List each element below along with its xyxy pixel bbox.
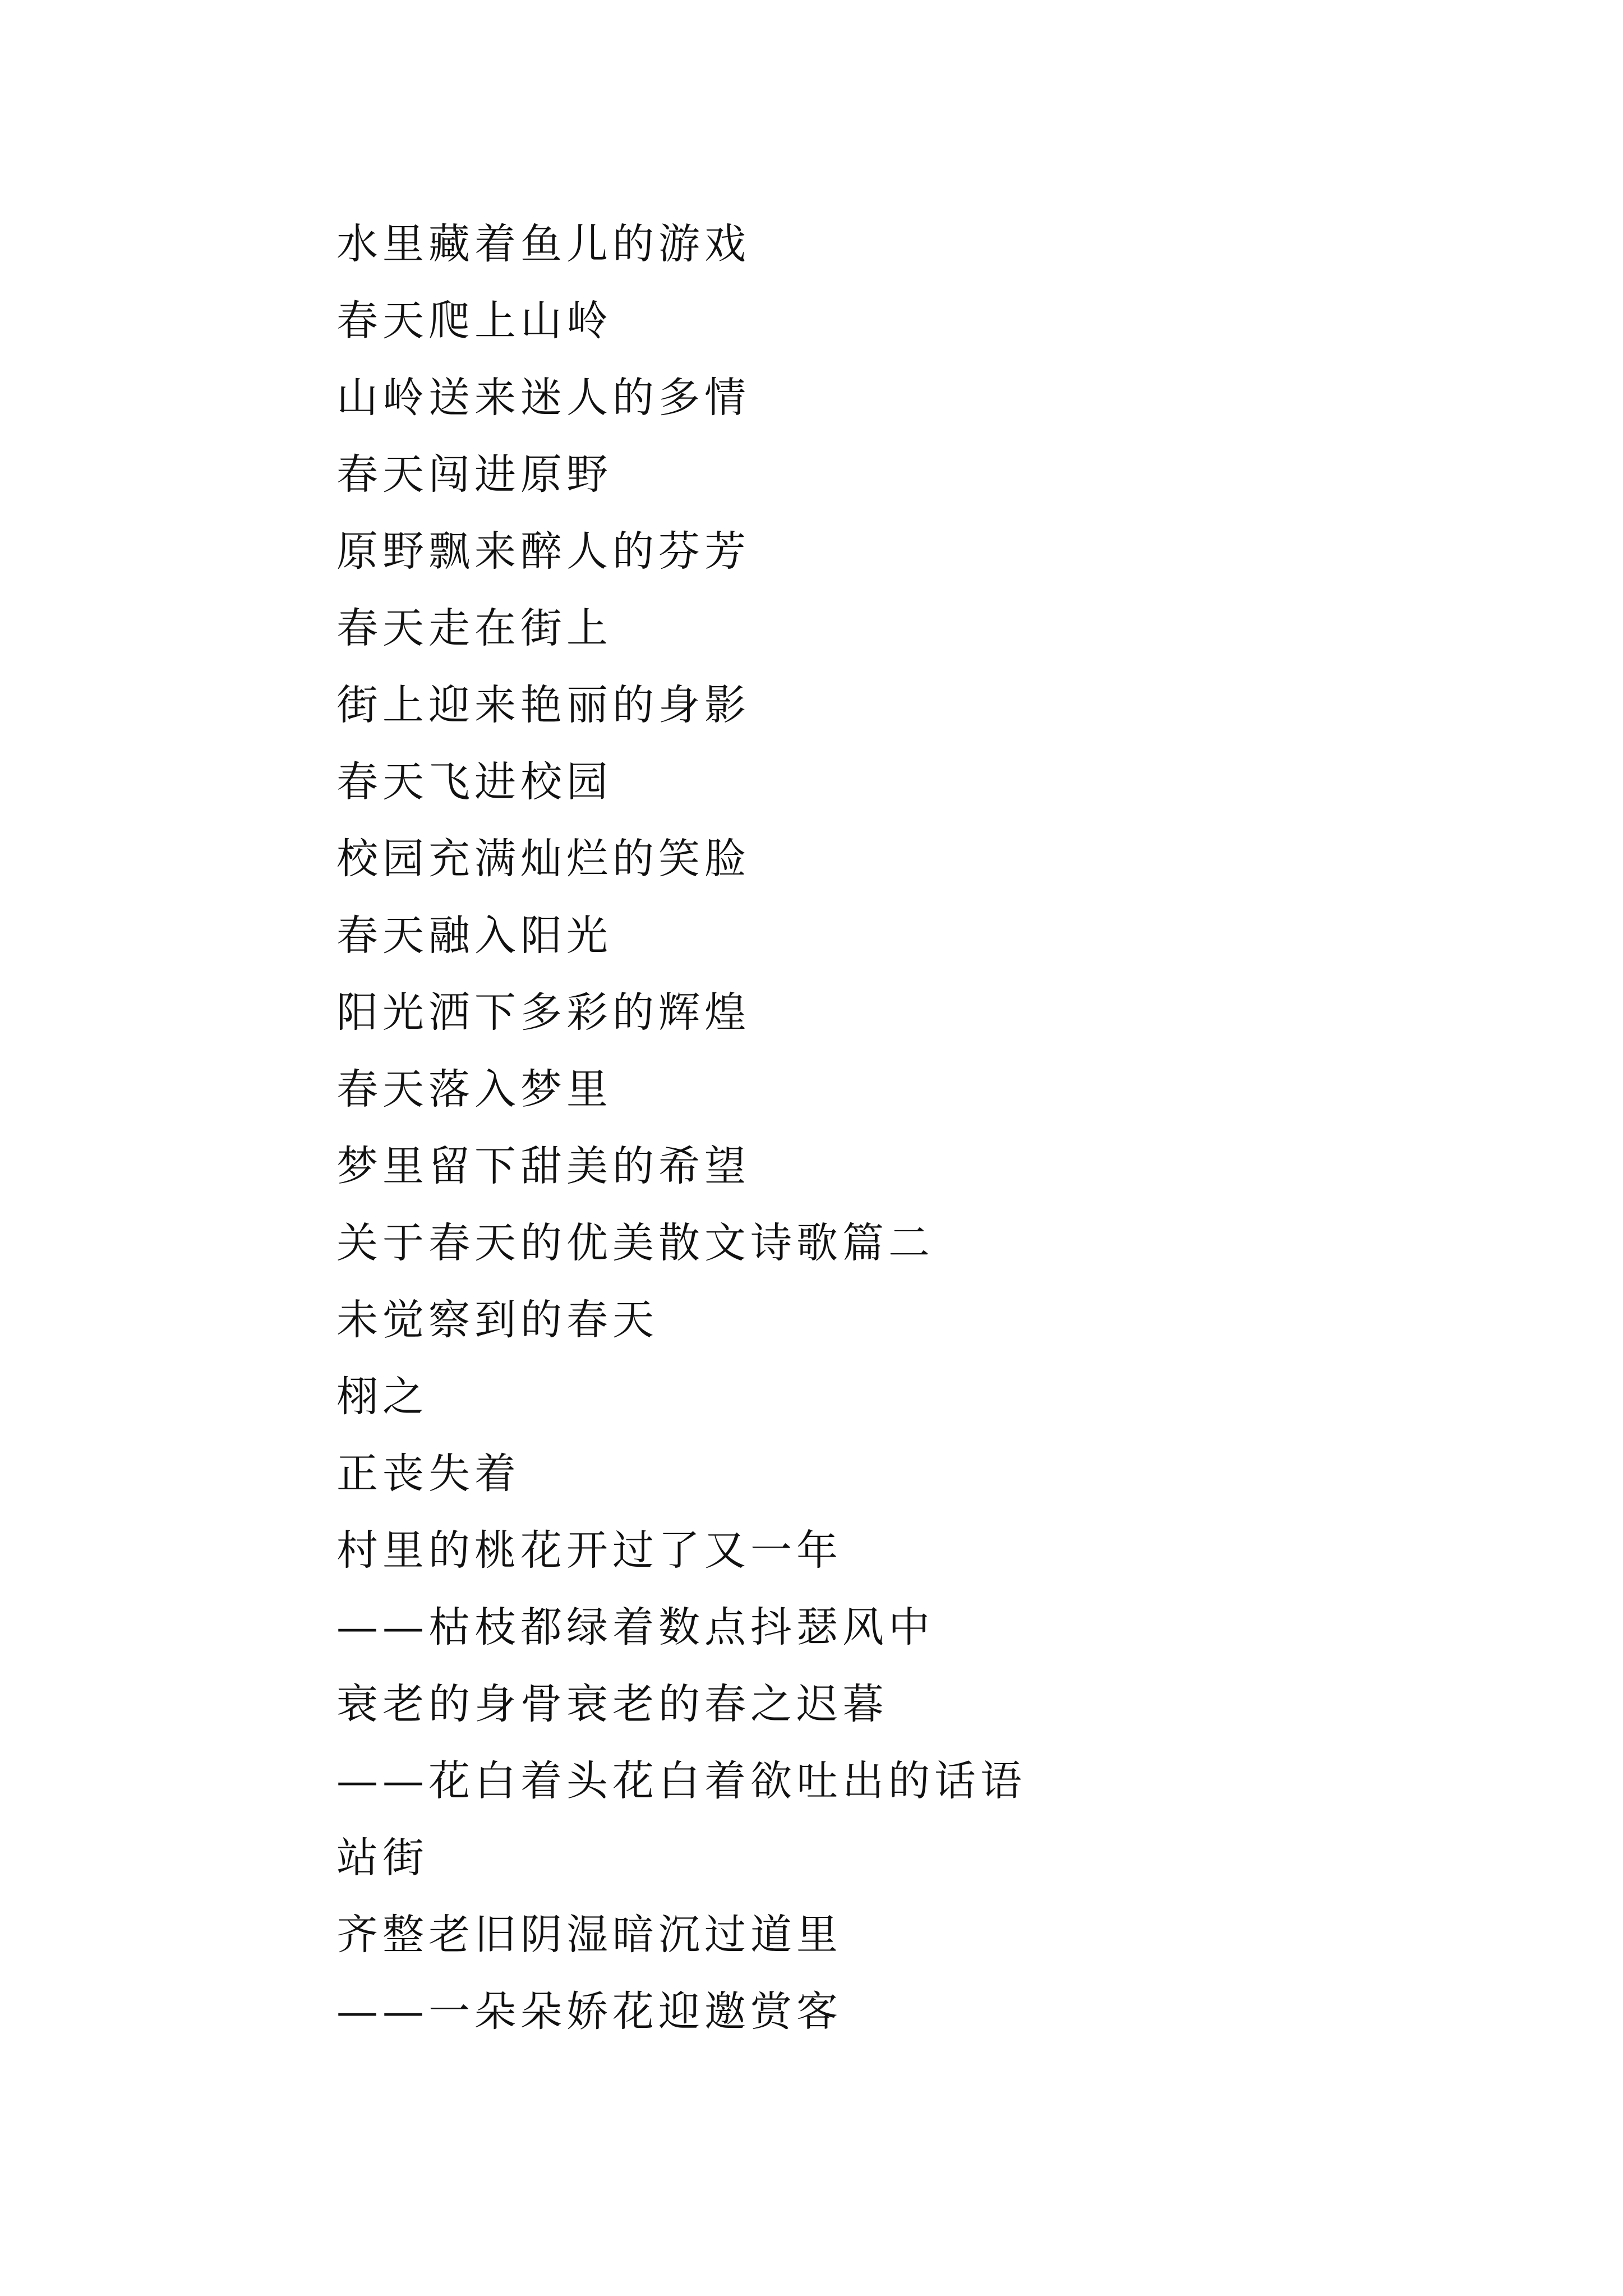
section-heading: 关于春天的优美散文诗歌篇二 xyxy=(336,1219,934,1267)
text-line: 春天落入梦里 xyxy=(336,1065,612,1114)
text-line: 原野飘来醉人的芬芳 xyxy=(336,527,750,576)
text-line: 衰老的身骨衰老的春之迟暮 xyxy=(336,1680,888,1728)
text-line: 正丧失着 xyxy=(336,1450,520,1498)
text-line: 阳光洒下多彩的辉煌 xyxy=(336,988,750,1037)
text-line: ——花白着头花白着欲吐出的话语 xyxy=(336,1757,1026,1805)
text-line: 齐整老旧阴湿暗沉过道里 xyxy=(336,1911,842,1959)
text-line: 春天融入阳光 xyxy=(336,912,612,960)
text-line: 春天飞进校园 xyxy=(336,758,612,806)
text-line: 春天爬上山岭 xyxy=(336,297,612,345)
text-line: ——一朵朵娇花迎邀赏客 xyxy=(336,1987,842,2036)
text-line: 春天走在街上 xyxy=(336,604,612,652)
text-line: 村里的桃花开过了又一年 xyxy=(336,1526,842,1575)
text-line: 街上迎来艳丽的身影 xyxy=(336,681,750,729)
text-line: 校园充满灿烂的笑脸 xyxy=(336,835,750,883)
text-line: 春天闯进原野 xyxy=(336,450,612,499)
poem-title: 未觉察到的春天 xyxy=(336,1296,658,1344)
poem-author: 栩之 xyxy=(336,1373,428,1421)
text-line: 水里藏着鱼儿的游戏 xyxy=(336,220,750,268)
text-line: 山岭送来迷人的多情 xyxy=(336,374,750,422)
text-line: 站街 xyxy=(336,1834,428,1882)
text-line: 梦里留下甜美的希望 xyxy=(336,1142,750,1190)
poem-text xyxy=(336,210,1026,2055)
text-line: ——枯枝都绿着数点抖瑟风中 xyxy=(336,1603,934,1651)
